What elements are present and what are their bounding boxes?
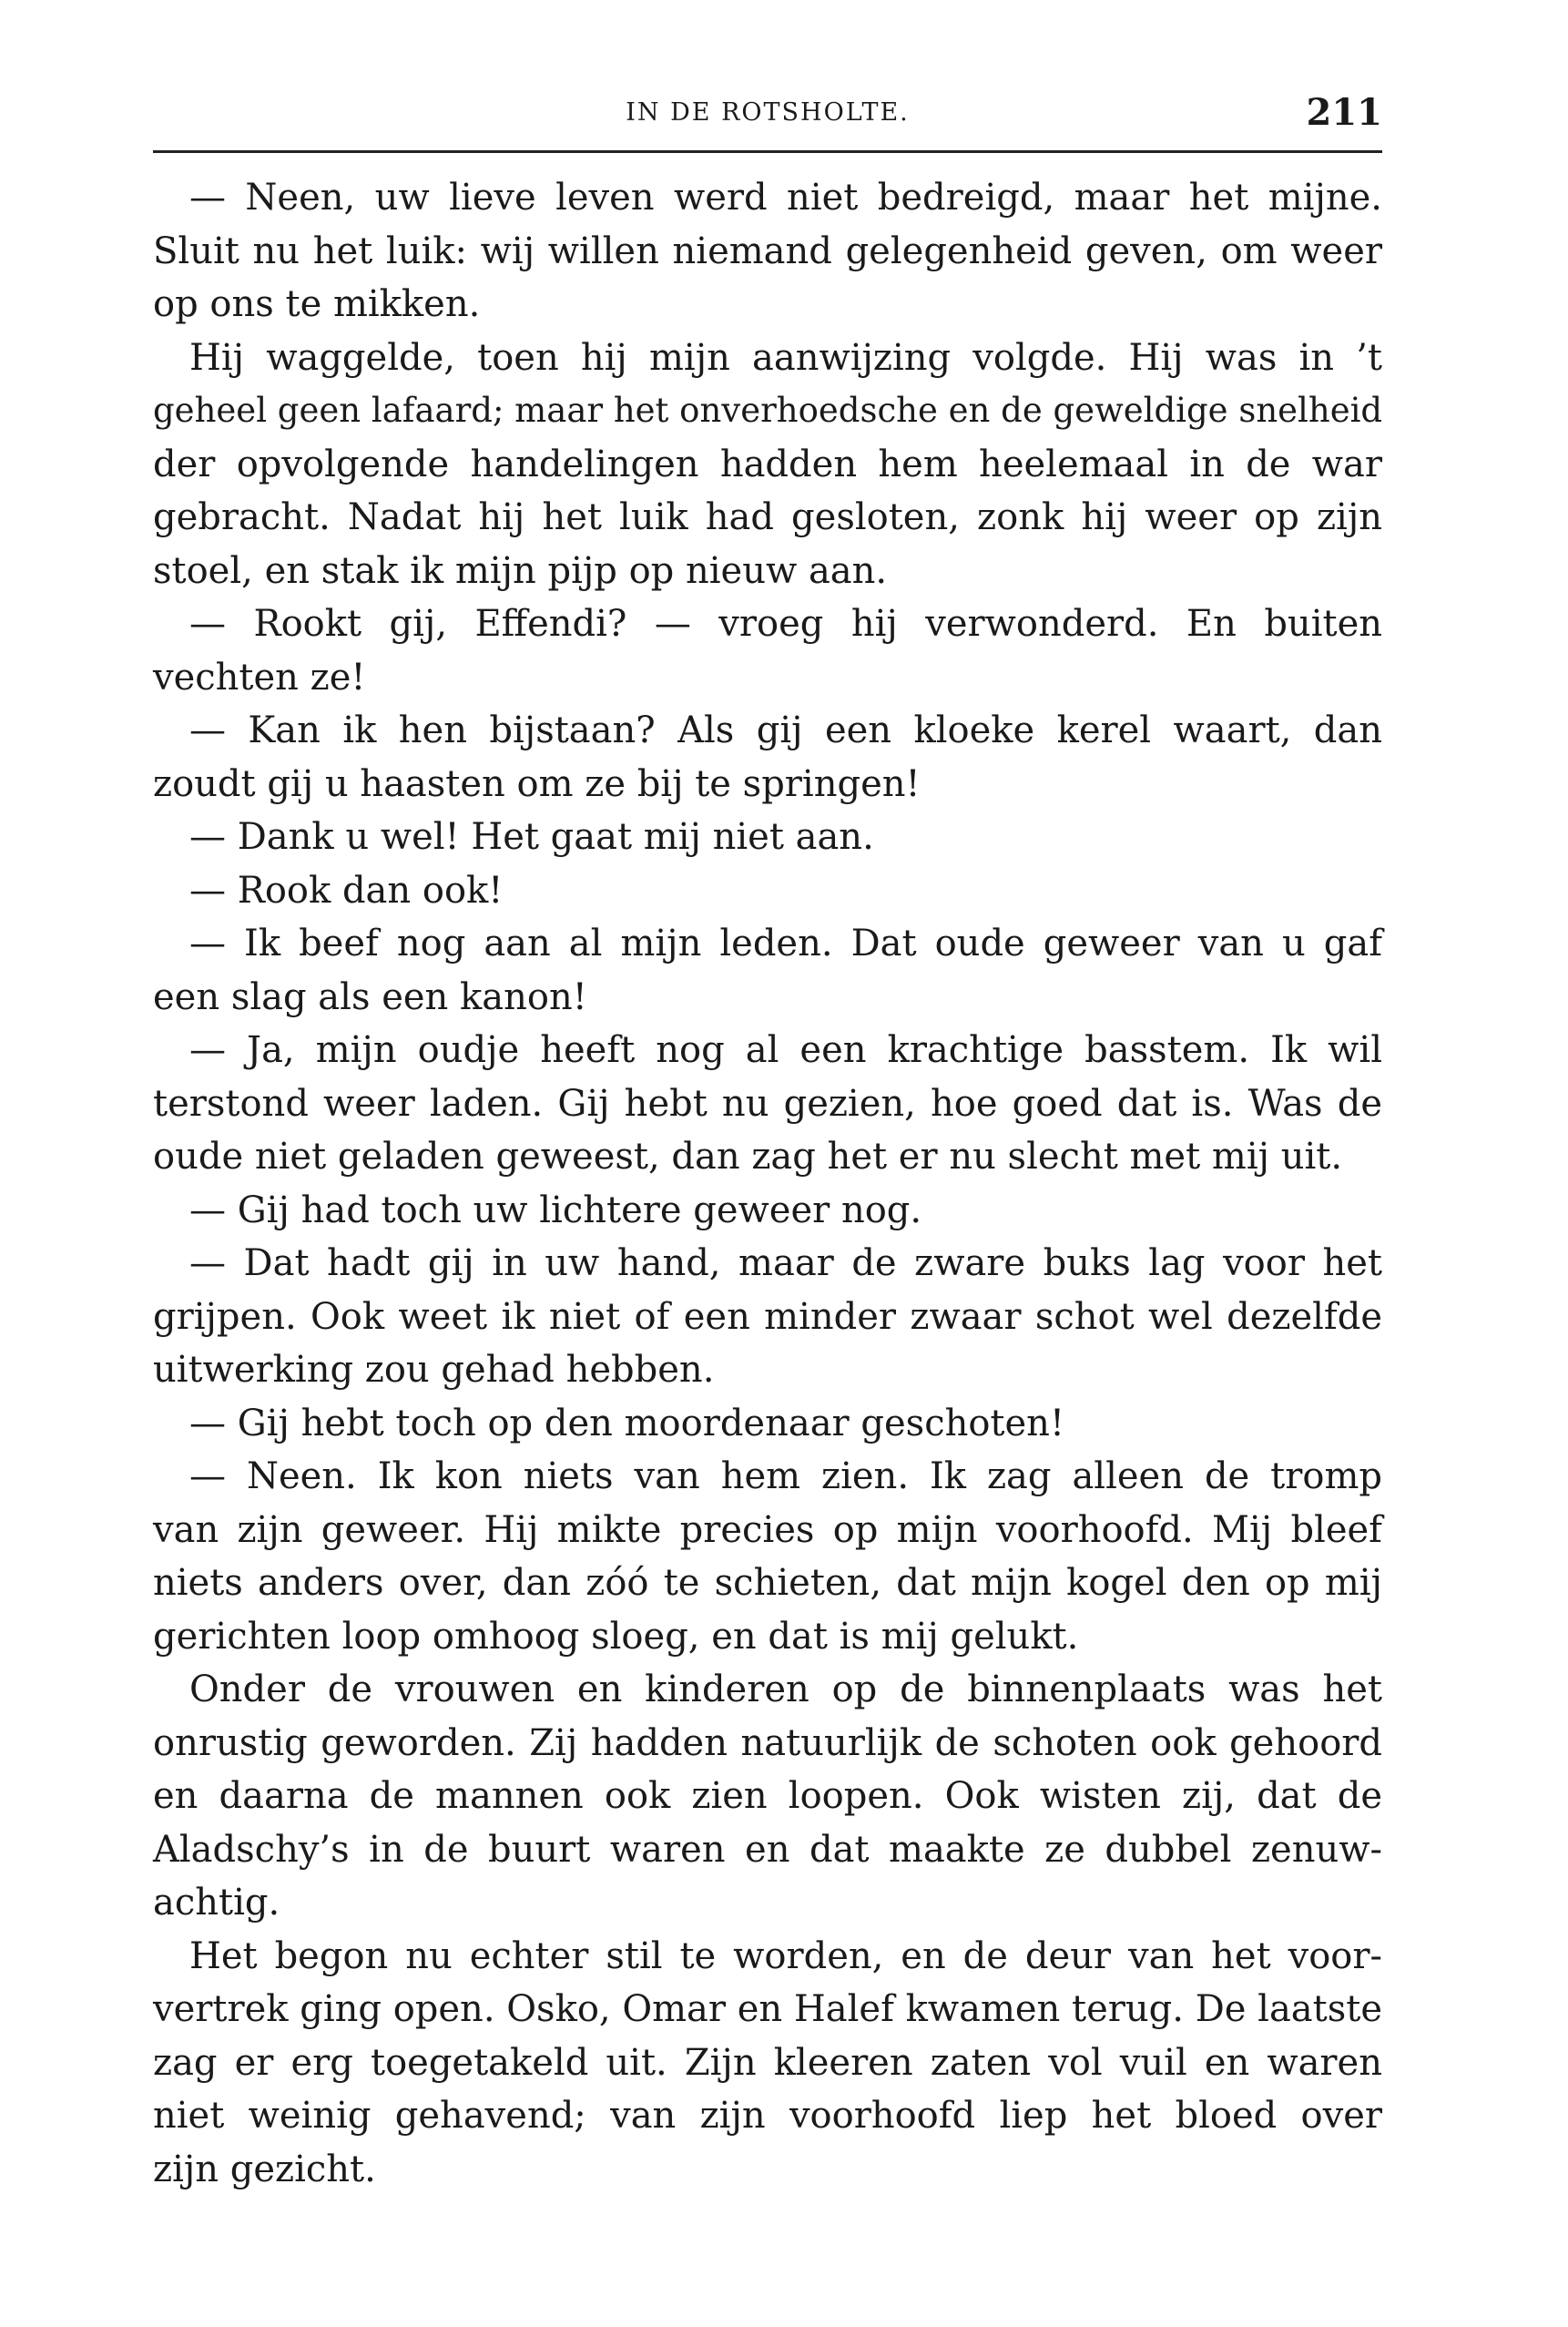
text-line: gerichten loop omhoog sloeg, en dat is mij gelukt. [153,1615,1079,1658]
text-line: gebracht. Nadat hij het luik had gesloten, zonk hij weer op zijn [153,496,1382,538]
text-line: niet weinig gehavend; van zijn voorhoofd liep het bloed over [153,2095,1382,2137]
header-rule [153,150,1382,153]
page-number: 211 [1306,91,1382,134]
text-line: vertrek ging open. Osko, Omar en Halef kwamen terug. De laatste [153,1988,1382,2030]
running-head: IN DE ROTSHOLTE. [626,98,910,127]
text-line: niets anders over, dan zóó te schieten, dat mijn kogel den op mij [153,1562,1382,1604]
text-line: grijpen. Ook weet ik niet of een minder zwaar schot wel dezelfde [153,1295,1382,1338]
text-line: achtig. [153,1882,280,1924]
text-line: zoudt gij u haasten om ze bij te springen! [153,762,921,805]
text-line: zijn gezicht. [153,2148,376,2190]
text-line: — Rook dan ook! [189,869,504,912]
text-line: Onder de vrouwen en kinderen op de binnenplaats was het [189,1669,1382,1710]
text-line: — Dank u wel! Het gaat mij niet aan. [189,816,874,858]
text-line: geheel geen lafaard; maar het onverhoedsche en de geweldige snelheid [153,391,1383,430]
text-line: — Gij had toch uw lichtere geweer nog. [189,1189,922,1231]
text-line: een slag als een kanon! [153,975,587,1018]
text-line: — Neen, uw lieve leven werd niet bedreigd, maar het mijne. [189,177,1382,219]
text-line: — Rookt gij, Effendi? — vroeg hij verwonderd. En buiten [189,603,1382,645]
text-line: — Ja, mijn oudje heeft nog al een krachtige basstem. Ik wil [189,1029,1382,1071]
text-line: vechten ze! [153,656,366,699]
text-line: — Neen. Ik kon niets van hem zien. Ik zag alleen de tromp [189,1455,1382,1497]
body-text [153,171,1382,2196]
text-line: uitwerking zou gehad hebben. [153,1349,715,1391]
text-line: Aladschy’s in de buurt waren en dat maakte ze dubbel zenuw- [153,1828,1382,1871]
text-line: terstond weer laden. Gij hebt nu gezien, hoe goed dat is. Was de [153,1082,1382,1125]
text-line: — Ik beef nog aan al mijn leden. Dat oude geweer van u gaf [189,923,1382,964]
text-line: Sluit nu het luik: wij willen niemand gelegenheid geven, om weer [153,230,1382,272]
text-line: op ons te mikken. [153,283,481,325]
text-line: onrustig geworden. Zij hadden natuurlijk de schoten ook gehoord [153,1721,1382,1764]
text-line: — Kan ik hen bijstaan? Als gij een kloeke kerel waart, dan [189,709,1382,751]
page-header [153,91,1382,146]
text-line: oude niet geladen geweest, dan zag het er nu slecht met mij uit. [153,1136,1343,1178]
text-line: der opvolgende handelingen hadden hem heelemaal in de war [153,443,1382,485]
text-line: zag er erg toegetakeld uit. Zijn kleeren zaten vol vuil en waren [153,2041,1382,2084]
text-line: — Dat hadt gij in uw hand, maar de zware buks lag voor het [189,1242,1382,1284]
text-line: van zijn geweer. Hij mikte precies op mijn voorhoofd. Mij bleef [153,1508,1382,1551]
text-line: Hij waggelde, toen hij mijn aanwijzing volgde. Hij was in ’t [189,336,1382,379]
text-line: Het begon nu echter stil te worden, en de deur van het voor- [189,1934,1382,1977]
text-line: — Gij hebt toch op den moordenaar geschoten! [189,1402,1065,1444]
text-line: en daarna de mannen ook zien loopen. Ook wisten zij, dat de [153,1775,1382,1817]
text-line: stoel, en stak ik mijn pijp op nieuw aan. [153,549,888,592]
